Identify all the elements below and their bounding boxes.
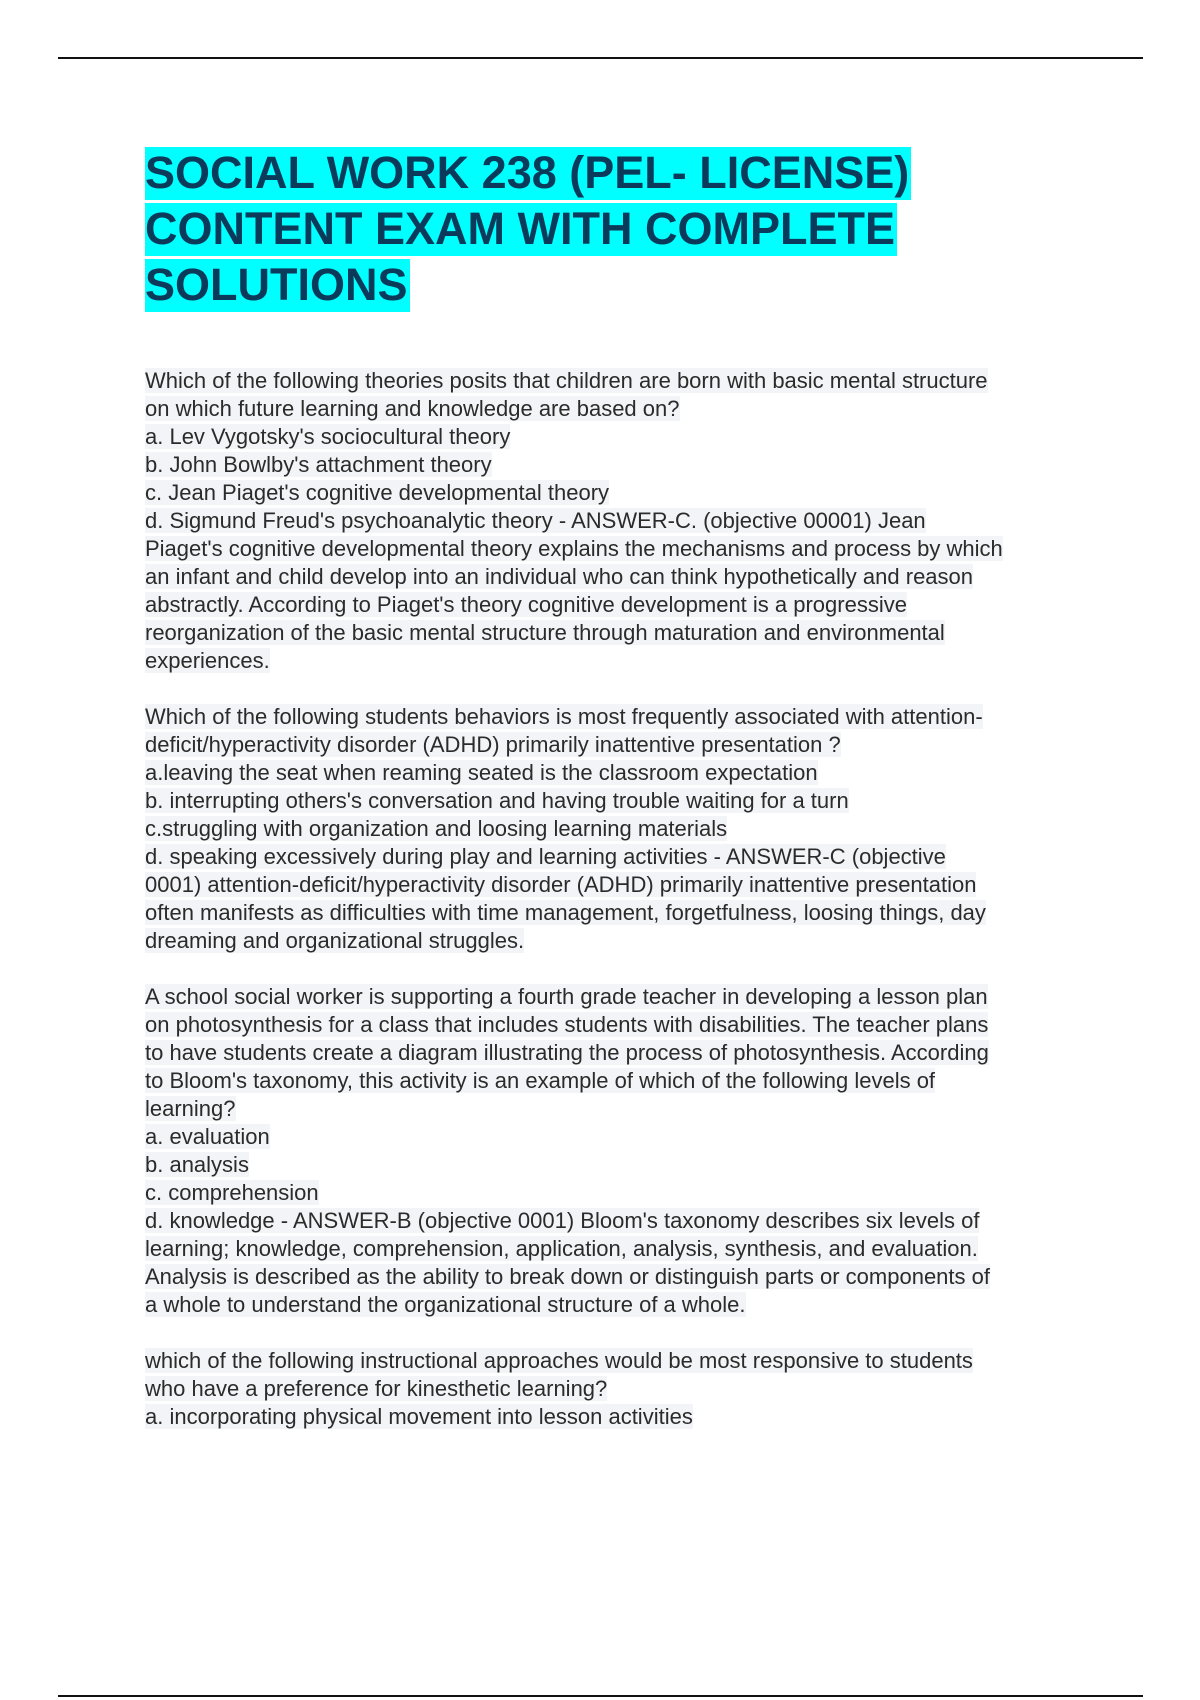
question-1-option-b: b. John Bowlby's attachment theory [145,452,492,477]
question-1-option-d-answer: d. Sigmund Freud's psychoanalytic theory - ANSWER-C. (objective 00001) Jean [145,508,926,533]
question-3-explanation: a whole to understand the organizational structure of a whole. [145,1292,746,1317]
question-1-explanation: abstractly. According to Piaget's theory cognitive development is a progressive [145,592,907,617]
question-1-explanation: experiences. [145,648,270,673]
question-1-line: on which future learning and knowledge are based on? [145,396,680,421]
question-3-line: on photosynthesis for a class that includes students with disabilities. The teacher plans [145,1012,989,1037]
question-2-line: deficit/hyperactivity disorder (ADHD) primarily inattentive presentation ? [145,732,841,757]
question-1-option-c: c. Jean Piaget's cognitive developmental theory [145,480,610,505]
question-1-explanation: an infant and child develop into an individual who can think hypothetically and reason [145,564,974,589]
question-3-explanation: Analysis is described as the ability to break down or distinguish parts or components of [145,1264,990,1289]
question-3-option-c: c. comprehension [145,1180,319,1205]
bottom-rule [58,1695,1143,1697]
question-2-option-a: a.leaving the seat when reaming seated is the classroom expectation [145,760,818,785]
document-body [145,367,1095,1459]
question-1 [145,367,1095,675]
question-3-line: to Bloom's taxonomy, this activity is an example of which of the following levels of [145,1068,936,1093]
question-3-option-b: b. analysis [145,1152,249,1177]
question-3-line: learning? [145,1096,236,1121]
question-4-line: which of the following instructional approaches would be most responsive to students [145,1348,973,1373]
question-2 [145,703,1095,955]
question-1-line: Which of the following theories posits that children are born with basic mental structure [145,368,988,393]
question-2-explanation: often manifests as difficulties with time management, forgetfulness, loosing things, day [145,900,986,925]
title-line: SOCIAL WORK 238 (PEL- LICENSE) [145,147,910,198]
question-3-option-d-answer: d. knowledge - ANSWER-B (objective 0001) Bloom's taxonomy describes six levels of [145,1208,980,1233]
question-4-line: who have a preference for kinesthetic learning? [145,1376,608,1401]
title-line: SOLUTIONS [145,259,408,310]
question-2-option-b: b. interrupting others's conversation and having trouble waiting for a turn [145,788,849,813]
question-3-explanation: learning; knowledge, comprehension, application, analysis, synthesis, and evaluation. [145,1236,978,1261]
question-1-explanation: Piaget's cognitive developmental theory explains the mechanisms and process by which [145,536,1003,561]
question-3-line: to have students create a diagram illustrating the process of photosynthesis. According [145,1040,989,1065]
question-3-line: A school social worker is supporting a fourth grade teacher in developing a lesson plan [145,984,988,1009]
question-1-explanation: reorganization of the basic mental structure through maturation and environmental [145,620,945,645]
question-2-option-c: c.struggling with organization and loosing learning materials [145,816,728,841]
document-title [145,145,1095,313]
top-rule [58,57,1143,59]
title-line: CONTENT EXAM WITH COMPLETE [145,203,895,254]
question-1-option-a: a. Lev Vygotsky's sociocultural theory [145,424,511,449]
question-3-option-a: a. evaluation [145,1124,270,1149]
question-4-option-a: a. incorporating physical movement into lesson activities [145,1404,693,1429]
question-2-line: Which of the following students behaviors is most frequently associated with attention- [145,704,983,729]
question-3 [145,983,1095,1319]
question-4 [145,1347,1095,1431]
question-2-option-d-answer: d. speaking excessively during play and learning activities - ANSWER-C (objective [145,844,946,869]
question-2-explanation: dreaming and organizational struggles. [145,928,525,953]
question-2-explanation: 0001) attention-deficit/hyperactivity disorder (ADHD) primarily inattentive presentation [145,872,977,897]
